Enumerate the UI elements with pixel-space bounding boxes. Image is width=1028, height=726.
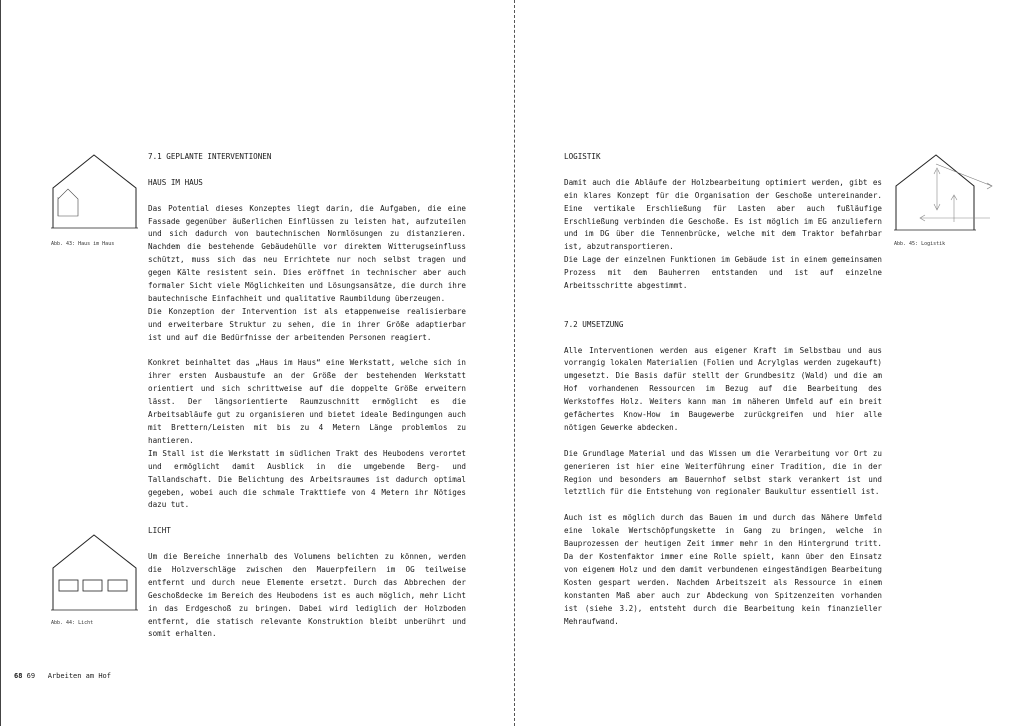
paragraph: Alle Interventionen werden aus eigener Kraft im Selbstbau und aus vorrangig lokalen Materialien (Folien und Acrylglas werden zugekauft) umgesetzt. Die Basis dafür stellt der Grundbesitz (Wald) und die am Hof vorhandenen Ressourcen im Bezug auf die Bearbeitung des Werkstoffes Holz. Weiters kann man im näheren Umfeld auf ein breit gefächertes Know-How im Baugewerbe zurückgreifen und hier alle nötigen Gewerke abdecken. (564, 345, 882, 432)
figure-caption-licht: Abb. 44: Licht (51, 620, 94, 626)
paragraph: Konkret beinhaltet das „Haus im Haus“ eine Werkstatt, welche sich in ihrer ersten Ausbaustufe an der Größe der bestehenden Werkstatt orientiert und sich schrittweise auf die doppelte Größe erweitern lässt. Der längsorientierte Raumzuschnitt ermöglicht es die Arbeitsabläufe gut zu organisieren und bietet ideale Bedingungen auch mit Brettern/Leisten mit bis zu 4 Metern Länge problemlos zu hantieren. (148, 358, 466, 445)
logistics-sketch (892, 152, 996, 234)
paragraph: Das Potential dieses Konzeptes liegt darin, die Aufgaben, die eine Fassade gegenüber äußerlichen Einflüssen zu leisten hat, aufzuteilen und sich dadurch von bautechnischen Normlösungen zu distanzieren. Nachdem die bestehende Gebäudehülle vor direktem Witterugseinfluss schützt, muss sich das neu Errichtete nur noch selbst tragen und gegen Kälte resistent sein. Dies eröffnet in technischer aber auch formaler Sicht viele Möglichkeiten und Lösungsansätze, die durch ihre bautechnische Einfachheit und qualitative Raumbildung überzeugen. (148, 203, 466, 303)
paragraph: Die Konzeption der Intervention ist als etappenweise realisierbare und erweiterbare Struktur zu sehen, die in ihrer Größe adaptierbar ist und auf die Bedürfnisse der arbeitenden Personen reagiert. (148, 306, 466, 342)
section-title: 7.1 GEPLANTE INTERVENTIONEN (148, 152, 272, 161)
page-number-right: 69 (26, 672, 36, 680)
figure-caption-logistik: Abb. 45: Logistik (894, 241, 946, 247)
section-title-umsetzung: 7.2 UMSETZUNG (564, 319, 624, 329)
right-text-column (564, 151, 882, 628)
page-number-left: 68 (14, 672, 23, 680)
light-sketch (50, 532, 140, 614)
subheading-licht: LICHT (148, 526, 171, 536)
page-edge (0, 0, 1, 726)
subheading-haus-im-haus: HAUS IM HAUS (148, 177, 203, 187)
paragraph: Auch ist es möglich durch das Bauen im und durch das Nähere Umfeld eine lokale Wertschöpfungskette in Gang zu bringen, welche in Bauprozessen der heutigen Zeit immer mehr in den Hintergrund tritt. Da der Kostenfaktor immer eine Rolle spielt, kann über den Einsatz von eigenem Holz und dem damit verbundenen eingeständigen Bearbeitung Kosten gespart werden. Nachdem Arbeitszeit als Ressource in einem konstanten Maß aber auch zur Abdeckung von Spitzenzeiten vorhanden ist (siehe 3.2), entsteht durch die Bearbeitung kein finanzieller Mehraufwand. (564, 513, 882, 626)
page-footer (14, 671, 111, 681)
spread-fold-line (514, 0, 515, 726)
running-title: Arbeiten am Hof (47, 672, 111, 680)
figure-caption-haus: Abb. 43: Haus im Haus (51, 241, 115, 247)
paragraph: Die Lage der einzelnen Funktionen im Gebäude ist in einem gemeinsamen Prozess mit dem Bauherren entstanden und ist auf einzelne Arbeitsschritte abgestimmt. (564, 255, 882, 291)
left-text-column (148, 151, 466, 641)
subheading-logistik: LOGISTIK (564, 152, 601, 161)
paragraph: Um die Bereiche innerhalb des Volumens belichten zu können, werden die Holzverschläge zwischen den Mauerpfeilern im OG teilweise entfernt und durch neue Elemente ersetzt. Durch das Abbrechen der Geschoßdecke im Bereich des Heubodens ist es auch möglich, mehr Licht in das Erdgeschoß zu bringen. Dabei wird lediglich der Holzboden entfernt, die statisch relevante Konstruktion bleibt unberührt und somit erhalten. (148, 552, 466, 639)
paragraph: Die Grundlage Material und das Wissen um die Verarbeitung vor Ort zu generieren ist hier eine Weiterführung einer Tradition, die in der Region und besonders am Bauernhof selbst stark verankert ist und letztlich für die Entstehung von regionaler Baukultur essentiell ist. (564, 448, 882, 497)
paragraph: Damit auch die Abläufe der Holzbearbeitung optimiert werden, gibt es ein klares Konzept für die Organisation der Geschoße untereinander. Eine vertikale Erschließung für Lasten aber auch fußläufige Erschließung verbinden die Geschoße. Es ist möglich im EG anzuliefern und im DG über die Tennenbrücke, welche mit dem Traktor befahrbar ist, abzutransportieren. (564, 177, 882, 252)
paragraph: Im Stall ist die Werkstatt im südlichen Trakt des Heubodens verortet und ermöglicht damit Ausblick in die umgebende Berg- und Tallandschaft. Die Belichtung des Arbeitsraumes ist dadurch optimal gegeben, wobei auch die schmale Trakttiefe von 4 Metern ihr Nötiges dazu tut. (148, 448, 466, 510)
house-in-house-sketch (50, 152, 140, 234)
